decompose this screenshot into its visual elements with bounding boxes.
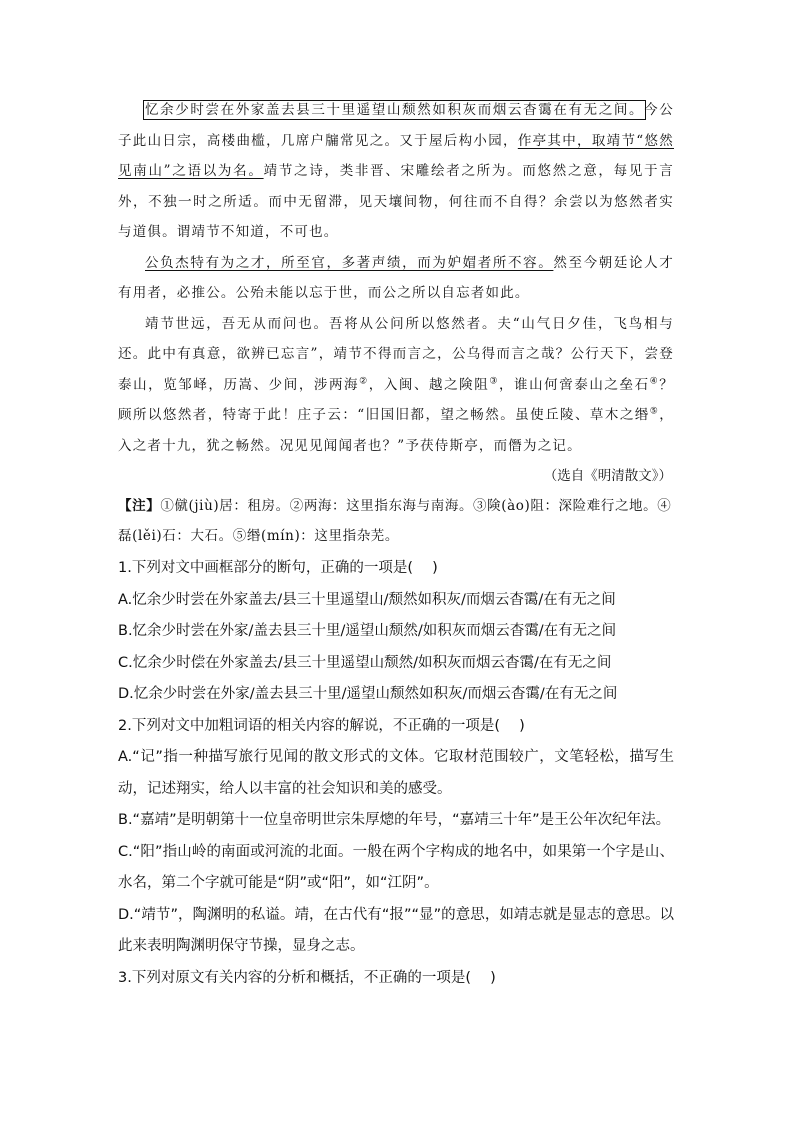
- footnote-mark: ②: [359, 376, 369, 386]
- underlined-text: 作亭其中，取靖节“悠然见南山”之语以为名。: [118, 132, 674, 179]
- passage-text: ，谁山何啻泰山之垒石: [498, 376, 650, 393]
- passage-paragraph-3: [118, 309, 674, 462]
- option-a[interactable]: A.“记”指一种描写旅行见闻的散文形式的文体。它取材范围较广，文笔轻松，描写生动，记述翔实，给人以丰富的社会知识和美的感受。: [118, 749, 674, 797]
- footnote-mark: ④: [649, 376, 660, 386]
- option-c[interactable]: C.“阳”指山岭的南面或河流的北面。一般在两个字构成的地名中，如果第一个字是山、水名，第二个字就可能是“阴”或“阳”，如“江阴”。: [118, 843, 674, 891]
- option-b[interactable]: B.“嘉靖”是明朝第十一位皇帝明世宗朱厚熜的年号，“嘉靖三十年”是王公年次纪年法。: [118, 812, 671, 828]
- passage-text: 靖节世远，吾无从而问也。吾将从公问所以悠然者。夫“山气日夕佳，飞鸟相与还。此中有真意，欲辨已忘言”，靖节不得而言之，公乌得而言之哉？公行天下，尝登泰山，览邹峄，历嵩、少间，涉两海: [118, 315, 674, 393]
- option-d[interactable]: D.“靖节”，陶渊明的私谥。靖，在古代有“报”“显”的意思，如靖志就是显志的意思。以此来表明陶渊明保守节操，显身之志。: [118, 906, 674, 954]
- passage-text: 然至今朝廷论人才有用者，必推公。公殆未能以忘于世，而公之所以自忘者如此。: [118, 254, 674, 301]
- passage-text: ，入闽、越之険阻: [368, 376, 490, 393]
- passage-paragraph-1: [118, 95, 674, 248]
- source-citation: （选自《明清散文》）: [543, 468, 672, 484]
- underlined-text: 公负杰特有为之才，所至官，多著声绩，而为妒媢者所不容。: [145, 254, 554, 271]
- footnote-mark: ⑤: [649, 406, 660, 417]
- boxed-sentence: 忆余少时尝在外家盖去县三十里遥望山颓然如积灰而烟云杳霭在有无之间。: [145, 102, 645, 118]
- annotation-notes: [118, 491, 674, 551]
- passage-text: 今公子此山日宗，高楼曲槛，几席户牖常见之。又于屋后构小园，: [118, 102, 674, 149]
- question-stem: 2.下列对文中加粗词语的相关内容的解说，不正确的一项是( ): [118, 717, 525, 734]
- option-d[interactable]: D.忆余少时尝在外家/盖去县三十里/遥望山颓然如积灰/而烟云杳霭/在有无之间: [118, 686, 618, 702]
- option-b[interactable]: B.忆余少时尝在外家/盖去县三十里/遥望山颓然/如积灰而烟云杳霭/在有无之间: [118, 623, 617, 639]
- document-page: [118, 95, 674, 994]
- question-stem: 1.下列对文中画框部分的断句，正确的一项是( ): [118, 560, 438, 576]
- question-2: [118, 711, 674, 963]
- passage-text: ？顾所以悠然者，特寄于此！庄子云：“旧国旧都，望之畅然。虽使丘陵、草木之缗: [118, 376, 674, 423]
- question-stem: 3.下列对原文有关内容的分析和概括，不正确的一项是( ): [118, 969, 496, 986]
- passage-text: 靖节之诗，类非晋、宋雕绘者之所为。而悠然之意，每见于言外，不独一时之所适。而中无留滞，见天壤间物，何往而不自得？余尝以为悠然者实与道俱。谓靖节不知道，不可也。: [118, 163, 674, 240]
- footnote-mark: ③: [489, 376, 499, 386]
- option-c[interactable]: C.忆余少时偿在外家盖去/县三十里遥望山颓然/如积灰而烟云杳霭/在有无之间: [118, 654, 612, 671]
- question-3: [118, 963, 674, 995]
- notes-text: ①僦(jiù)居：租房。②两海：这里指东海与南海。③険(ào)阻：深险难行之地。④磊(lěi)石：大石。⑤缗(mín)：这里指杂芜。: [118, 498, 672, 544]
- passage-paragraph-2: [118, 248, 674, 309]
- passage-text: ，入之者十九，犹之畅然。况见见闻闻者也？”予茯侍斯亭，而僭为之记。: [118, 407, 674, 454]
- notes-label: 【注】: [118, 498, 161, 514]
- option-a[interactable]: A.忆余少时尝在外家盖去/县三十里遥望山/颓然如积灰/而烟云杳霭/在有无之间: [118, 591, 616, 608]
- question-1: [118, 553, 674, 711]
